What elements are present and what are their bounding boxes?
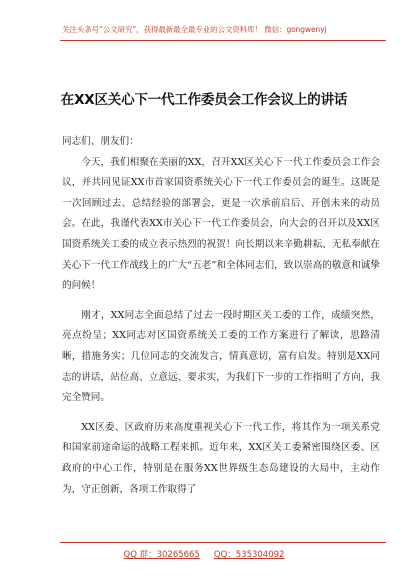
footer-divider [60, 542, 386, 543]
header-divider [60, 40, 386, 41]
greeting: 同志们、朋友们： [62, 136, 139, 147]
contact-footer [0, 548, 408, 560]
paragraph-3: XX区委、区政府历来高度重视关心下一代工作，将其作为一项关系党和国家前途命运的战略工程来抓。近年来，XX区关工委紧密围绕区委、区政府的中心工作，特别是在服务XX世界级生态岛建设的大局中，主动作为，守正创新，各项工作取得了 [62, 421, 380, 495]
paragraph-1: 今天，我们相聚在美丽的XX，召开XX区关心下一代工作委员会工作会议，并共同见证XX市首家国资系统关心下一代工作委员会的诞生。这既是一次回顾过去、总结经验的部署会，更是一次承前启后、开创未来的动员会。在此，我谨代表XX市关心下一代工作委员会，向大会的召开以及XX区国资系统关工委的成立表示热烈的祝贺！向长期以来辛勤耕耘、无私奉献在关心下一代工作战线上的广大“五老”和全体同志们，致以崇高的敬意和诚挚的问候！ [62, 156, 380, 292]
qq-number: QQ：535304092 [213, 550, 285, 560]
document-title: 在XX区关心下一代工作委员会工作会议上的讲话 [60, 92, 348, 108]
paragraph-2: 刚才，XX同志全面总结了过去一段时期区关工委的工作，成绩突然，亮点纷呈；XX同志对区国资系统关工委的工作方案进行了解读，思路清晰，措施务实；几位同志的交流发言，情真意切，富有启发。特别是XX同志的讲话，站位高、立意远、要求实，为我们下一步的工作指明了方向，我完全赞同。 [62, 309, 380, 404]
promo-header: 关注头条号“公文研究”，获得最新最全最专业的公文资料库！ 微信：gongwenyj [62, 25, 327, 34]
document-body [62, 132, 380, 509]
qq-group-number: QQ 群：30265665 [123, 550, 200, 560]
